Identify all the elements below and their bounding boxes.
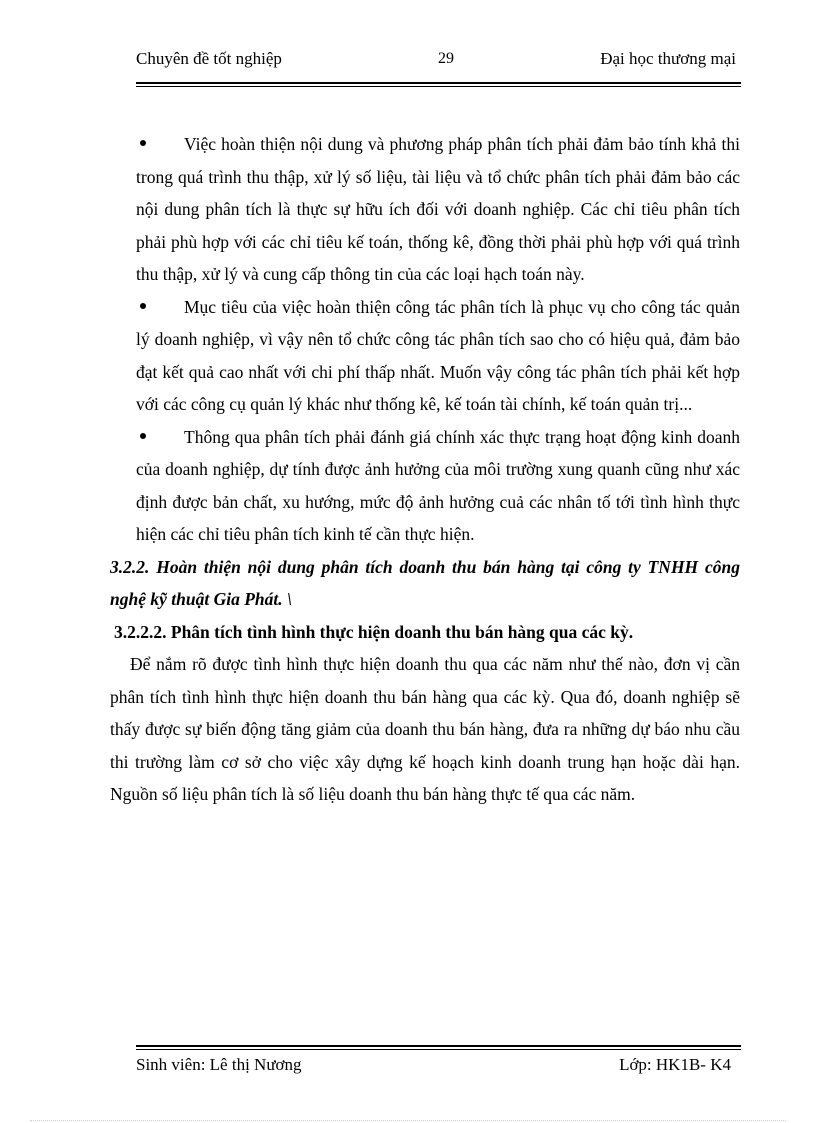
- body-paragraph: Để nắm rõ được tình hình thực hiện doanh thu qua các năm như thế nào, đơn vị cần phân tích tình hình thực hiện doanh thu bán hàng qua các kỳ. Qua đó, doanh nghiệp sẽ thấy được sự biến động tăng giảm của doanh thu bán hàng, đưa ra những dự báo nhu cầu thi trường làm cơ sở cho việc xây dựng kế hoạch kinh doanh trung hạn hoặc dài hạn. Nguồn số liệu phân tích là số liệu doanh thu bán hàng thực tế qua các năm.: [110, 654, 740, 804]
- page-body: [110, 128, 740, 811]
- header-university: Đại học thương mại: [600, 49, 736, 68]
- footer-student: Sinh viên: Lê thị Nương: [136, 1055, 302, 1074]
- page-footer: [136, 1054, 731, 1076]
- footer-divider: [136, 1045, 741, 1050]
- page-number: 29: [438, 50, 454, 67]
- subsection-heading: 3.2.2.2. Phân tích tình hình thực hiện doanh thu bán hàng qua các kỳ.: [114, 621, 634, 642]
- bullet-text: [136, 291, 740, 421]
- bullet-item: [110, 128, 740, 291]
- bullet-item: [110, 291, 740, 421]
- bullet-dot-icon: [140, 140, 146, 146]
- bullet-dot-icon: [140, 433, 146, 439]
- bullet-text-content: Việc hoàn thiện nội dung và phương pháp phân tích phải đảm bảo tính khả thi trong quá trình thu thập, xử lý số liệu, tài liệu và tổ chức phân tích phải đảm bảo các nội dung phân tích là thực sự hữu ích đối với doanh nghiệp. Các chỉ tiêu phân tích phải phù hợp với các chỉ tiêu kế toán, thống kê, đồng thời phải phù hợp với quá trình thu thập, xử lý và cung cấp thông tin của các loại hạch toán này.: [136, 134, 740, 284]
- bullet-text-content: Mục tiêu của việc hoàn thiện công tác phân tích là phục vụ cho công tác quản lý doanh nghiệp, vì vậy nên tổ chức công tác phân tích sao cho có hiệu quả, đảm bảo đạt kết quả cao nhất với chi phí thấp nhất. Muốn vậy công tác phân tích phải kết hợp với các công cụ quản lý khác như thống kê, kế toán tài chính, kế toán quản trị...: [136, 296, 740, 414]
- header-divider: [136, 82, 741, 87]
- page-edge-divider: [30, 1120, 786, 1121]
- bullet-text: [136, 421, 740, 551]
- bullet-dot-icon: [140, 303, 146, 309]
- bullet-text: [136, 128, 740, 291]
- bullet-item: [110, 421, 740, 551]
- footer-class: Lớp: HK1B- K4: [619, 1055, 731, 1074]
- header-document-title: Chuyên đề tốt nghiệp: [136, 49, 282, 68]
- page-header: [136, 48, 736, 70]
- section-heading: 3.2.2. Hoàn thiện nội dung phân tích doanh thu bán hàng tại công ty TNHH công nghệ kỹ thuật Gia Phát. \: [110, 556, 740, 609]
- bullet-text-content: Thông qua phân tích phải đánh giá chính xác thực trạng hoạt động kinh doanh của doanh nghiệp, dự tính được ảnh hưởng của môi trường xung quanh cũng như xác định được bản chất, xu hướng, mức độ ảnh hưởng cuả các nhân tố tới tình hình thực hiện các chỉ tiêu phân tích kinh tế cần thực hiện.: [136, 426, 740, 544]
